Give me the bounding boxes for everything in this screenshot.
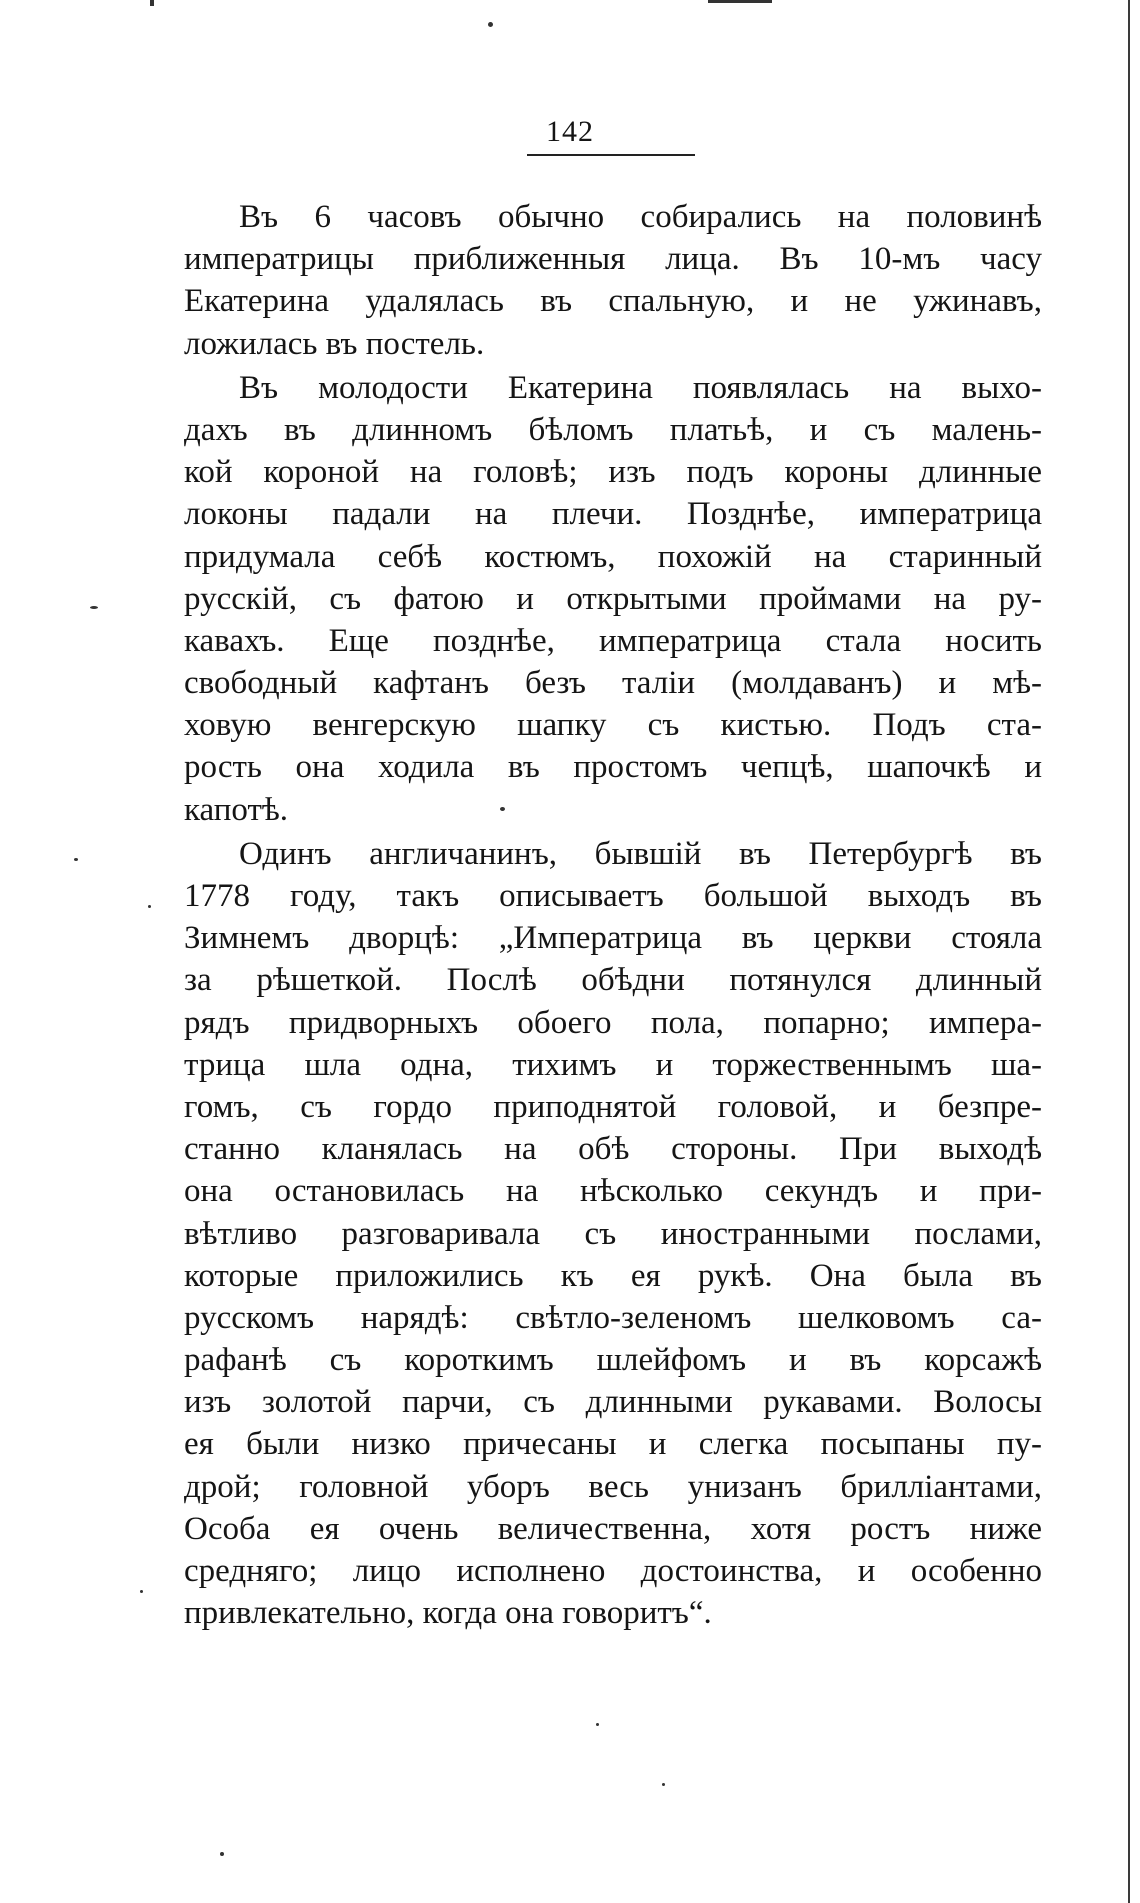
- scan-edge-line: [1128, 0, 1130, 1903]
- text-line: трица шла одна, тихимъ и торжественнымъ ша-: [184, 1046, 1042, 1083]
- text-line: русскій, съ фатою и открытыми проймами на ру-: [184, 580, 1042, 617]
- text-line: 1778 году, такъ описываетъ большой выходъ въ: [184, 878, 1042, 914]
- text-line: императрицы приближенныя лица. Въ 10-мъ часу: [184, 241, 1042, 278]
- text-line: рость она ходила въ простомъ чепцѣ, шапочкѣ и: [184, 749, 1042, 786]
- text-line: средняго; лицо исполнено достоинства, и особенно: [184, 1553, 1042, 1589]
- text-line: за рѣшеткой. Послѣ обѣдни потянулся длинный: [184, 962, 1042, 999]
- text-line: локоны падали на плечи. Позднѣе, императрица: [184, 496, 1042, 533]
- scan-speck: [74, 858, 78, 861]
- header-rule: [527, 154, 695, 156]
- body-text: [184, 196, 1042, 1636]
- text-line: Особа ея очень величественна, хотя ростъ ниже: [184, 1510, 1042, 1547]
- scan-speck: [596, 1723, 599, 1726]
- scan-speck: [662, 1783, 665, 1786]
- text-line: изъ золотой парчи, съ длинными рукавами. Волосы: [184, 1384, 1042, 1421]
- text-line: русскомъ нарядѣ: свѣтло-зеленомъ шелковомъ са-: [184, 1299, 1042, 1336]
- scan-speck: [90, 606, 98, 609]
- text-line: рядъ придворныхъ обоего пола, попарно; импера-: [184, 1004, 1042, 1041]
- text-line: Въ молодости Екатерина появлялась на выхо-: [239, 369, 1042, 406]
- text-line: ея были низко причесаны и слегка посыпаны пу-: [184, 1426, 1042, 1463]
- text-line: ховую венгерскую шапку съ кистью. Подъ ста-: [184, 707, 1042, 744]
- text-line: которые приложились къ ея рукѣ. Она была въ: [184, 1257, 1042, 1294]
- text-line: придумала себѣ костюмъ, похожій на старинный: [184, 538, 1042, 575]
- scan-mark: [708, 0, 772, 3]
- scan-mark: [150, 0, 154, 6]
- text-line: привлекательно, когда она говоритъ“.: [184, 1595, 712, 1632]
- text-line: она остановилась на нѣсколько секундъ и при-: [184, 1173, 1042, 1210]
- text-line: Одинъ англичанинъ, бывшій въ Петербургѣ въ: [239, 835, 1042, 872]
- paragraph-1: [184, 196, 1042, 365]
- text-line: свободный кафтанъ безъ таліи (молдаванъ) и мѣ-: [184, 665, 1042, 702]
- scan-speck: [148, 905, 151, 908]
- text-line: гомъ, съ гордо приподнятой головой, и безпре-: [184, 1088, 1042, 1125]
- scan-speck: [140, 1590, 143, 1593]
- text-line: кавахъ. Еще позднѣе, императрица стала носить: [184, 622, 1042, 659]
- text-line: дахъ въ длинномъ бѣломъ платьѣ, и съ малень-: [184, 411, 1042, 448]
- text-line: ложилась въ постель.: [184, 325, 485, 362]
- text-line: Зимнемъ дворцѣ: „Императрица въ церкви стояла: [184, 920, 1042, 957]
- text-line: станно кланялась на обѣ стороны. При выходѣ: [184, 1131, 1042, 1168]
- paragraph-2: [184, 367, 1042, 831]
- text-line: вѣтливо разговаривала съ иностранными послами,: [184, 1215, 1042, 1252]
- text-line: Въ 6 часовъ обычно собирались на половинѣ: [239, 199, 1042, 235]
- text-line: рафанѣ съ короткимъ шлейфомъ и въ корсажѣ: [184, 1342, 1042, 1379]
- text-line: кой короной на головѣ; изъ подъ короны длинные: [184, 454, 1042, 491]
- scan-speck: [488, 22, 493, 27]
- scan-speck: [220, 1852, 224, 1856]
- text-line: дрой; головной уборъ весь унизанъ брилліантами,: [184, 1468, 1042, 1505]
- page-number: 142: [546, 115, 594, 148]
- text-line: капотѣ.: [184, 791, 289, 828]
- text-line: Екатерина удалялась въ спальную, и не ужинавъ,: [184, 283, 1042, 320]
- paragraph-3: [184, 833, 1042, 1635]
